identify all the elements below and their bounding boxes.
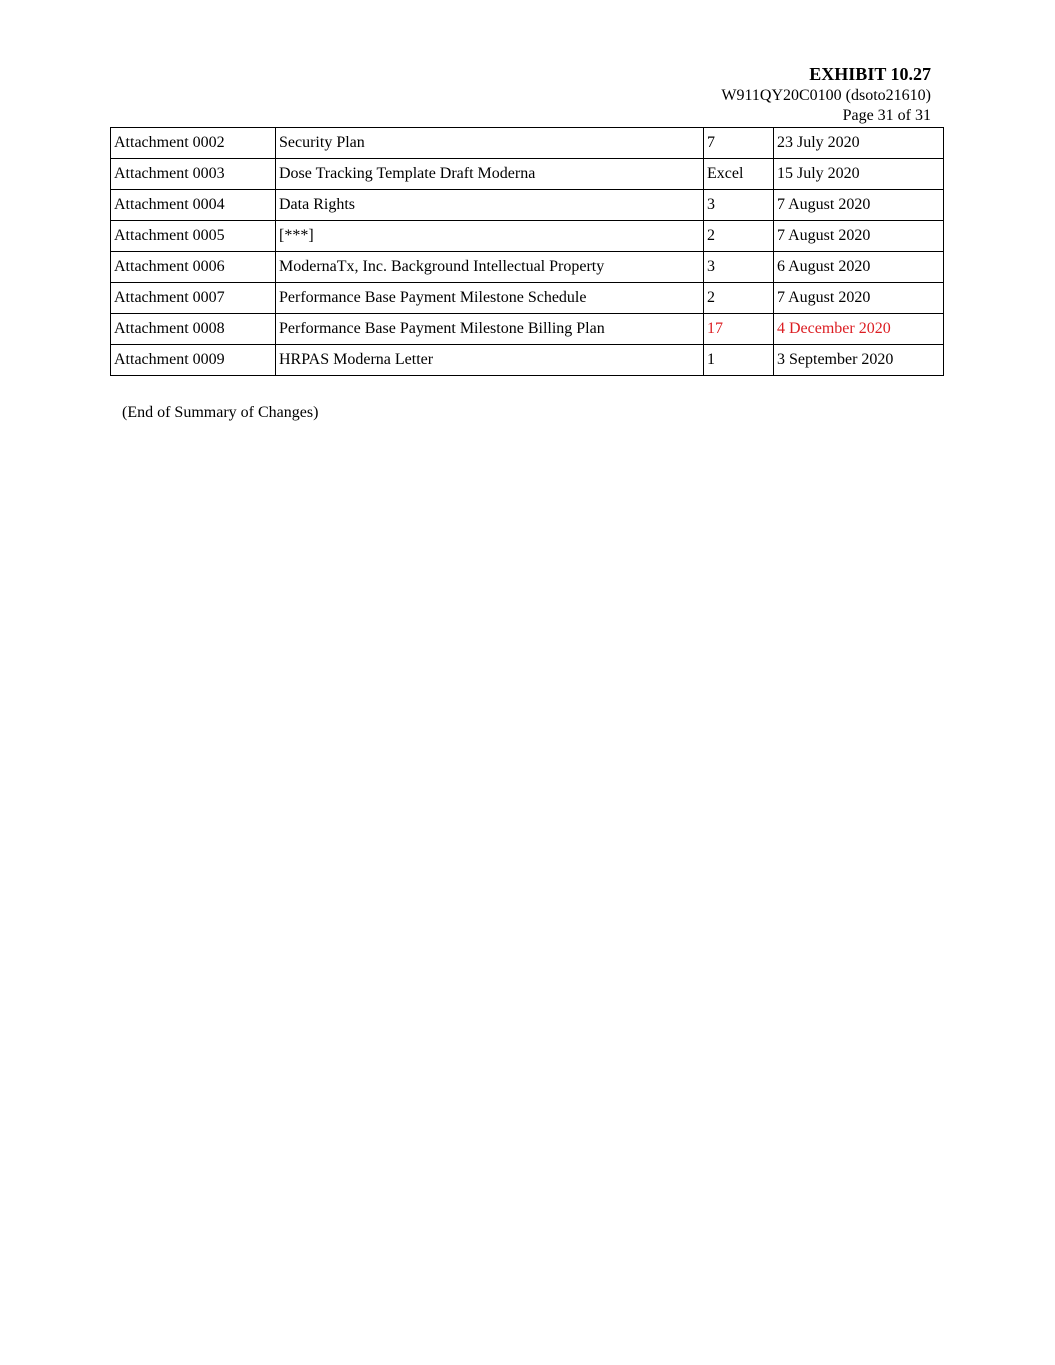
- pages-cell: 3: [704, 190, 774, 221]
- exhibit-heading: EXHIBIT 10.27: [809, 64, 931, 84]
- title-cell: HRPAS Moderna Letter: [276, 345, 704, 376]
- attachment-cell: Attachment 0005: [111, 221, 276, 252]
- attachment-cell: Attachment 0003: [111, 159, 276, 190]
- table-row: [111, 190, 944, 221]
- title-cell: Performance Base Payment Milestone Schedule: [276, 283, 704, 314]
- date-cell: 15 July 2020: [774, 159, 944, 190]
- date-cell: 7 August 2020: [774, 190, 944, 221]
- title-cell: Security Plan: [276, 128, 704, 159]
- pages-cell: 2: [704, 283, 774, 314]
- pages-cell: 1: [704, 345, 774, 376]
- table-row: [111, 283, 944, 314]
- attachment-cell: Attachment 0009: [111, 345, 276, 376]
- title-cell: Performance Base Payment Milestone Billing Plan: [276, 314, 704, 345]
- end-of-summary-note: (End of Summary of Changes): [122, 404, 319, 421]
- date-cell: 3 September 2020: [774, 345, 944, 376]
- document-header: [721, 62, 931, 126]
- table-row: [111, 345, 944, 376]
- date-cell: 7 August 2020: [774, 221, 944, 252]
- attachment-cell: Attachment 0008: [111, 314, 276, 345]
- pages-cell: 2: [704, 221, 774, 252]
- table-row: [111, 252, 944, 283]
- title-cell: Data Rights: [276, 190, 704, 221]
- title-cell: [***]: [276, 221, 704, 252]
- title-cell: Dose Tracking Template Draft Moderna: [276, 159, 704, 190]
- attachments-table: [110, 127, 944, 376]
- attachment-cell: Attachment 0006: [111, 252, 276, 283]
- pages-cell: 7: [704, 128, 774, 159]
- attachment-cell: Attachment 0004: [111, 190, 276, 221]
- attachment-cell: Attachment 0007: [111, 283, 276, 314]
- pages-cell: Excel: [704, 159, 774, 190]
- table-row: [111, 159, 944, 190]
- table-row-changed: [111, 314, 944, 345]
- date-cell: 23 July 2020: [774, 128, 944, 159]
- attachment-cell: Attachment 0002: [111, 128, 276, 159]
- date-cell: 6 August 2020: [774, 252, 944, 283]
- pages-cell: 3: [704, 252, 774, 283]
- date-cell-changed: 4 December 2020: [774, 314, 944, 345]
- title-cell: ModernaTx, Inc. Background Intellectual Property: [276, 252, 704, 283]
- pages-cell-changed: 17: [704, 314, 774, 345]
- date-cell: 7 August 2020: [774, 283, 944, 314]
- page-number: Page 31 of 31: [842, 107, 931, 124]
- table-row: [111, 128, 944, 159]
- table-row: [111, 221, 944, 252]
- contract-number: W911QY20C0100 (dsoto21610): [721, 87, 931, 104]
